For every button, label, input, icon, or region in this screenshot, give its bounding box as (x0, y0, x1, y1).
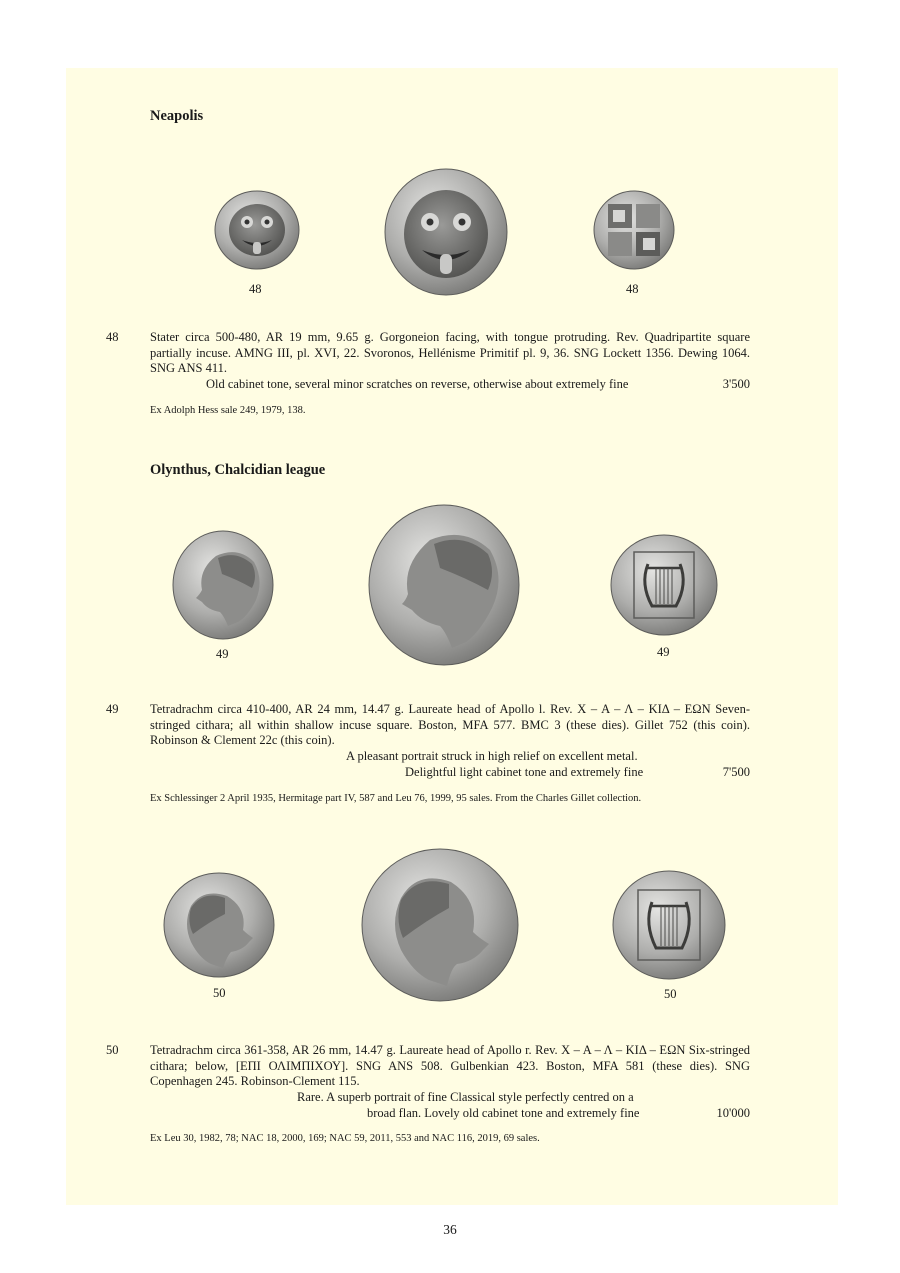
lot-description-50 (150, 1043, 750, 1090)
gorgoneion-obverse-enlarged-coin-image (384, 168, 508, 296)
lot-condition-50-line-1: Rare. A superb portrait of fine Classical style perfectly centred on a (297, 1090, 634, 1104)
gorgoneion-obverse-coin-image (214, 190, 300, 270)
image-caption-50-left: 50 (213, 986, 226, 1000)
lot-condition-50-line-2: broad flan. Lovely old cabinet tone and extremely fine (367, 1106, 640, 1120)
apollo-left-obverse-coin-image (172, 530, 274, 640)
quadripartite-square-reverse-coin-image (593, 190, 675, 270)
lot-provenance-49: Ex Schlessinger 2 April 1935, Hermitage part IV, 587 and Leu 76, 1999, 95 sales. From the Charles Gillet collection. (150, 793, 642, 804)
cithara-seven-string-reverse-coin-image (610, 534, 718, 636)
apollo-left-obverse-enlarged-coin-image (368, 504, 520, 666)
lot-description-48 (150, 330, 750, 377)
lot-estimate-49: 7'500 (722, 765, 750, 779)
image-caption-48-left: 48 (249, 282, 262, 296)
lot-estimate-48: 3'500 (722, 377, 750, 391)
lot-number-50: 50 (106, 1043, 119, 1057)
lot-condition-49-line-2: Delightful light cabinet tone and extremely fine (405, 765, 644, 779)
image-caption-49-left: 49 (216, 647, 229, 661)
section-heading-olynthus: Olynthus, Chalcidian league (150, 462, 326, 478)
image-caption-48-right: 48 (626, 282, 639, 296)
lot-provenance-50: Ex Leu 30, 1982, 78; NAC 18, 2000, 169; NAC 59, 2011, 553 and NAC 116, 2019, 69 sales. (150, 1133, 540, 1144)
apollo-right-obverse-enlarged-coin-image (361, 848, 519, 1002)
lot-number-48: 48 (106, 330, 119, 344)
page-number: 36 (443, 1222, 457, 1237)
lot-number-49: 49 (106, 702, 119, 716)
lot-description-text: Tetradrachm circa 410-400, AR 24 mm, 14.47 g. Laureate head of Apollo l. Rev. Χ – Α – Λ – ΚΙΔ – ΕΩΝ Seven-stringed cithara; all within shallow incuse square. Boston, MFA 577. BMC 3 (these dies). Gillet 752 (this coin). Robinson & Clement 22c (this coin). (150, 702, 750, 747)
apollo-right-obverse-coin-image (163, 872, 275, 978)
lot-condition-48: Old cabinet tone, several minor scratches on reverse, otherwise about extremely fine (206, 377, 629, 391)
cithara-six-string-reverse-coin-image (612, 870, 726, 980)
lot-provenance-48: Ex Adolph Hess sale 249, 1979, 138. (150, 405, 306, 416)
lot-description-text: Tetradrachm circa 361-358, AR 26 mm, 14.47 g. Laureate head of Apollo r. Rev. Χ – Α – Λ – ΚΙΔ – ΕΩΝ Six-stringed cithara; below, [ΕΠΙ ΟΛΙΜΠΙΧΟΥ]. SNG ANS 508. Gulbenkian 423. Boston, MFA 581 (these dies). SNG Copenhagen 245. Robinson-Clement 115. (150, 1043, 750, 1088)
image-caption-49-right: 49 (657, 645, 670, 659)
lot-description-49 (150, 702, 750, 749)
lot-condition-49-line-1: A pleasant portrait struck in high relief on excellent metal. (346, 749, 638, 763)
section-heading-neapolis: Neapolis (150, 108, 204, 124)
lot-description-text: Stater circa 500-480, AR 19 mm, 9.65 g. Gorgoneion facing, with tongue protruding. Rev. Quadripartite square partially incuse. AMNG III, pl. XVI, 22. Svoronos, Hellénisme Primitif pl. 9, 36. SNG Lockett 1356. Dewing 1064. SNG ANS 411. (150, 330, 750, 375)
image-caption-50-right: 50 (664, 987, 677, 1001)
lot-estimate-50: 10'000 (716, 1106, 750, 1120)
